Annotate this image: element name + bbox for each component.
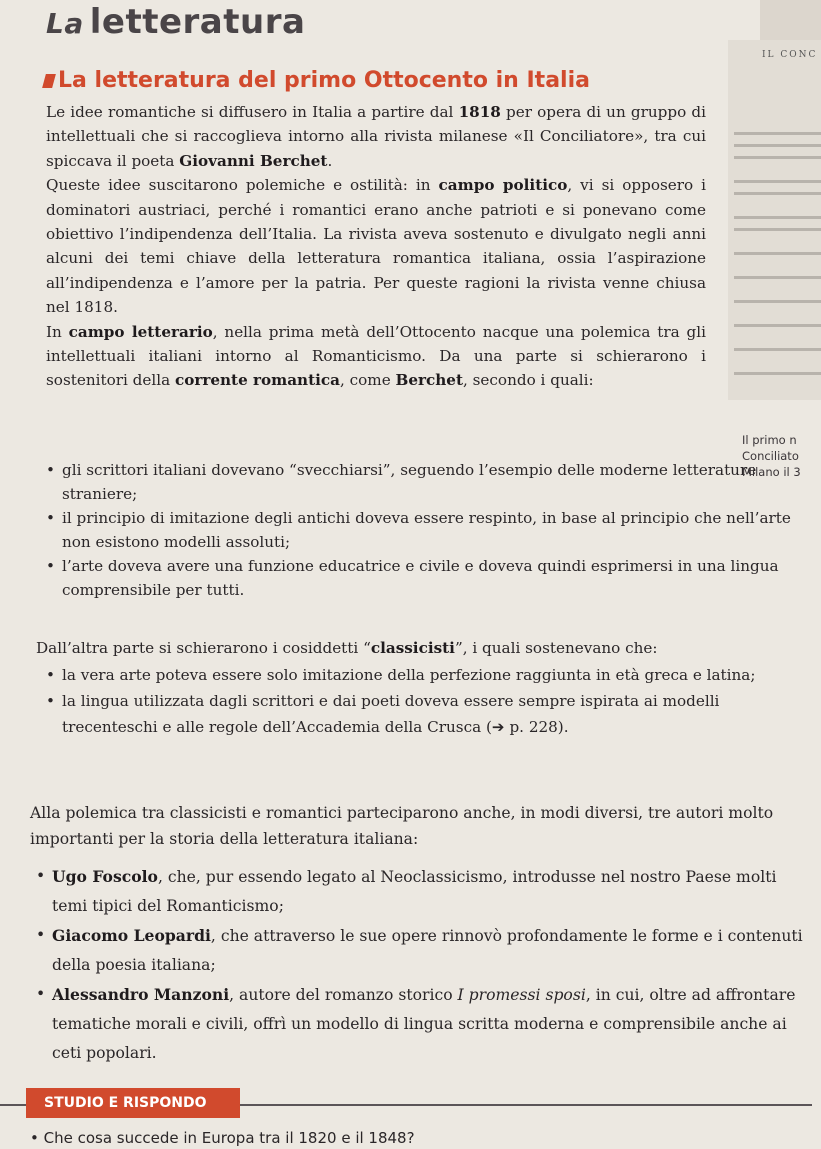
newspaper-text-line [734, 228, 821, 231]
newspaper-text-line [734, 324, 821, 327]
caption-line: Il primo n [742, 433, 797, 447]
p3-bold-2: corrente romantica [174, 371, 340, 390]
newspaper-text-line [734, 144, 821, 147]
p1-year: 1818 [458, 103, 501, 121]
chapter-heading [44, 68, 590, 93]
study-question: • Che cosa succede in Europa tra il 1820 e il 1848? [30, 1129, 415, 1147]
intro-text [46, 100, 706, 393]
romantic-points-list [46, 458, 806, 602]
p1-name: Giovanni Berchet [179, 151, 328, 170]
p3-bold-3: Berchet [395, 371, 463, 390]
newspaper-title: IL CONC [762, 50, 818, 60]
author-name: Giacomo Leopardi [52, 926, 211, 945]
section-title-prefix: La [46, 7, 84, 40]
p1-text-a: Le idee romantiche si diffusero in Italia a partire dal [46, 103, 459, 121]
paragraph-1 [46, 100, 706, 173]
section-title-text: letteratura [89, 2, 306, 42]
author-text-a: , autore del romanzo storico [229, 986, 458, 1004]
image-caption [742, 432, 801, 480]
newspaper-text-line [734, 192, 821, 195]
newspaper-text-line [734, 372, 821, 375]
caption-line: Conciliato [742, 449, 799, 463]
newspaper-text-line [734, 348, 821, 351]
author-name: Ugo Foscolo [52, 867, 158, 886]
p3-text-d: , secondo i quali: [462, 371, 594, 390]
newspaper-text-line [734, 156, 821, 159]
list-item [36, 980, 806, 1068]
classicists-bold: classicisti [370, 639, 455, 657]
paragraph-3 [46, 320, 706, 393]
heading-marker-icon [42, 74, 56, 88]
list-item: • il principio di imitazione degli antichi doveva essere respinto, in base al principio che nell’arte non esistono modelli assoluti; [46, 506, 806, 554]
author-text: , che attraverso le sue opere rinnovò profondamente le forme e i contenuti della poesia italiana; [52, 927, 803, 974]
list-item: • la vera arte poteva essere solo imitazione della perfezione raggiunta in età greca e latina; [46, 662, 806, 688]
section-title [46, 2, 305, 42]
newspaper-text-line [734, 132, 821, 135]
classicists-points-list [46, 662, 806, 740]
list-item: • gli scrittori italiani dovevano “svecchiarsi”, seguendo l’esempio delle moderne letterature straniere; [46, 458, 806, 506]
p1-text-b: per opera di un gruppo di intellettuali che si raccoglieva intorno alla rivista milanese «Il Conciliatore», tra cui spiccava il poeta [46, 103, 706, 170]
p3-text-c: , come [339, 371, 396, 390]
p3-text-a: In [46, 322, 69, 341]
work-title: I promessi sposi [457, 986, 586, 1004]
list-item: • la lingua utilizzata dagli scrittori e dai poeti doveva essere sempre ispirata ai modelli trecenteschi e alle regole dell’Accademia della Crusca (➔ p. 228). [46, 688, 806, 740]
page-corner-image [760, 0, 821, 40]
authors-list [36, 862, 806, 1068]
list-item [36, 921, 806, 980]
classicists-intro [36, 636, 806, 660]
newspaper-text-line [734, 300, 821, 303]
p2-text-a: Queste idee suscitarono polemiche e ostilità: in [46, 176, 439, 195]
classicists-intro-a: Dall’altra parte si schierarono i cosiddetti “ [36, 639, 371, 657]
chapter-title: La letteratura del primo Ottocento in Italia [58, 68, 590, 93]
p3-text-b: , nella prima metà dell’Ottocento nacque una polemica tra gli intellettuali italiani intorno al Romanticismo. Da una parte si schierarono i sostenitori della [46, 322, 706, 390]
p2-text-b: , vi si opposero i dominatori austriaci, perché i romantici erano anche patrioti e si ponevano come obiettivo l’indipendenza dell’Italia. La rivista aveva sostenuto e divulgato negli anni alcuni dei temi chiave della letteratura romantica italiana, ossia l’aspirazione all’indipendenza e l’amore per la patria. Per queste ragioni la rivista venne chiusa nel 1818. [46, 176, 706, 317]
paragraph-2 [46, 173, 706, 319]
author-text: , che, pur essendo legato al Neoclassicismo, introdusse nel nostro Paese molti temi tipici del Romanticismo; [52, 868, 777, 915]
study-label: STUDIO E RISPONDO [26, 1088, 240, 1118]
list-item [36, 862, 806, 921]
p2-bold: campo politico [438, 176, 568, 195]
classicists-intro-b: ”, i quali sostenevano che: [454, 639, 658, 657]
study-section-header [0, 1086, 812, 1120]
newspaper-text-line [734, 276, 821, 279]
caption-line: Milano il 3 [742, 465, 801, 479]
author-name: Alessandro Manzoni [52, 985, 230, 1004]
authors-intro: Alla polemica tra classicisti e romantici parteciparono anche, in modi diversi, tre autori molto importanti per la storia della letteratura italiana: [30, 804, 774, 848]
newspaper-text-line [734, 180, 821, 183]
newspaper-text-line [734, 252, 821, 255]
newspaper-image [728, 40, 821, 400]
p3-bold-1: campo letterario [68, 322, 213, 341]
author-text-b: , in cui, oltre ad affrontare tematiche morali e civili, offrì un modello di lingua scritta moderna e comprensibile anche ai ceti popolari. [52, 986, 796, 1062]
p1-text-c: . [327, 151, 333, 170]
list-item: • l’arte doveva avere una funzione educatrice e civile e doveva quindi esprimersi in una lingua comprensibile per tutti. [46, 554, 806, 602]
newspaper-text-line [734, 216, 821, 219]
